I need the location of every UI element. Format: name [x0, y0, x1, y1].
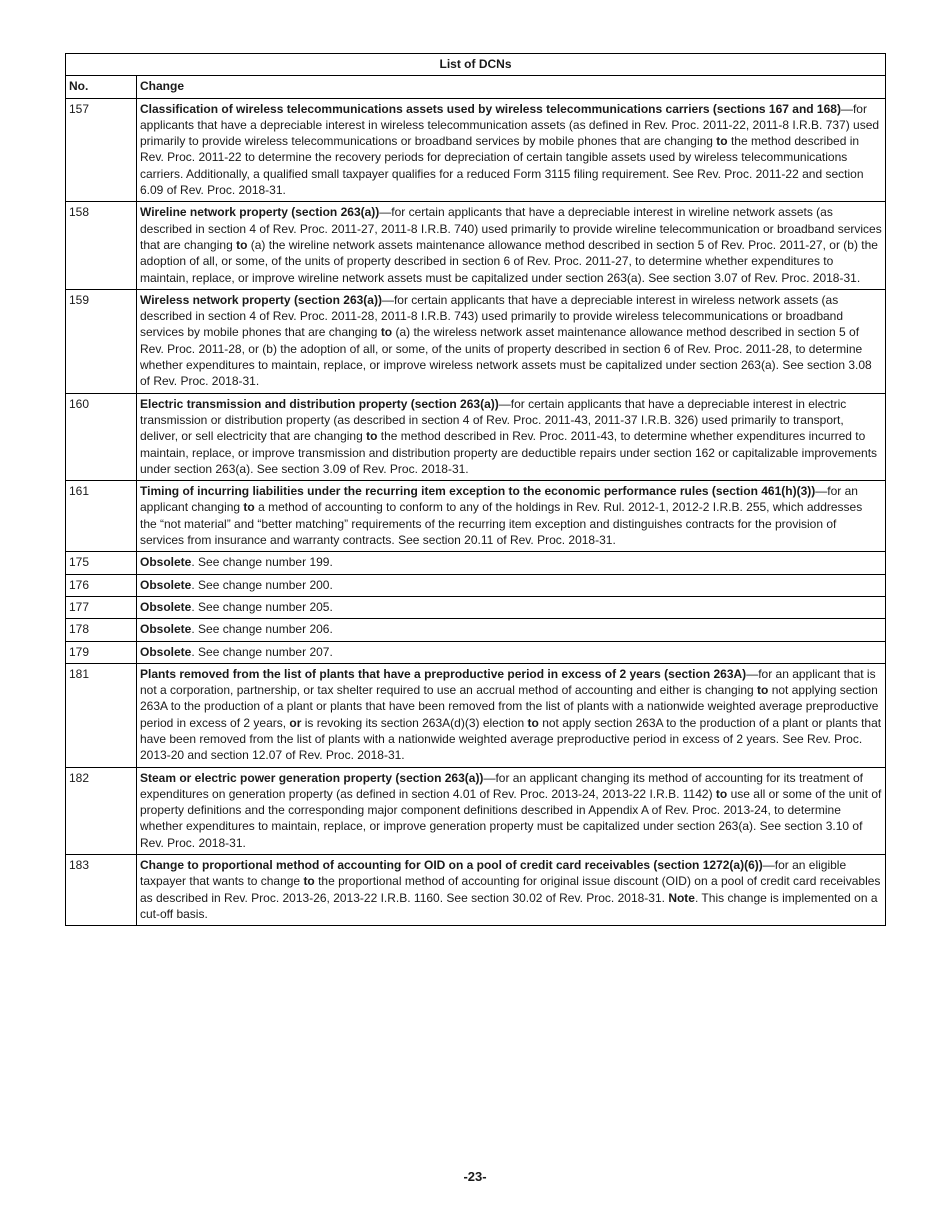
change-text: —for applicants that have a depreciable interest in wireless telecommunication assets (as defined in Rev. Proc. 2011-22, 2011-8 I.R.B. 737) used primarily to provide wireless telecommunications or broadband services by mobile phones that are changing	[140, 101, 880, 149]
change-emphasis: to	[236, 237, 248, 252]
row-number: 177	[66, 596, 137, 618]
change-emphasis: Note	[668, 890, 695, 905]
table-body	[66, 98, 886, 926]
table-row	[66, 202, 886, 289]
row-change	[137, 767, 886, 854]
change-title: Obsolete	[140, 599, 192, 614]
row-change	[137, 855, 886, 926]
dcn-table	[65, 53, 886, 926]
page-number: -23-	[463, 1169, 487, 1184]
change-emphasis: to	[527, 715, 539, 730]
row-number: 159	[66, 289, 137, 393]
row-number: 182	[66, 767, 137, 854]
change-title: Classification of wireless telecommunications assets used by wireless telecommunications carriers (sections 167 and 168)	[140, 101, 841, 116]
row-change	[137, 202, 886, 289]
header-no: No.	[66, 76, 137, 98]
row-change	[137, 289, 886, 393]
table-row	[66, 393, 886, 480]
row-change	[137, 574, 886, 596]
change-title: Obsolete	[140, 577, 192, 592]
change-text: not apply section 263A to the production of a plant or plants that have been removed from the list of plants with a nationwide weighted average preproductive period in excess of 2 years. See Rev. Proc. 2013-20 and section 12.07 of Rev. Proc. 2018-31.	[140, 715, 882, 763]
change-emphasis: to	[757, 683, 769, 698]
change-text: the method described in Rev. Proc. 2011-43, to determine whether expenditures incurred to maintain, replace, or improve transmission and distribution property are deductible repairs under section 162 or capitalizable improvements under section 263(a). See section 3.09 of Rev. Proc. 2018-31.	[140, 429, 878, 476]
change-text: —for certain applicants that have a depreciable interest in wireless network assets (as described in section 4 of Rev. Proc. 2011-28, 2011-8 I.R.B. 743) used primarily to provide wireless telecommunications or broadband services by mobile phones that are changing	[140, 292, 844, 340]
row-number: 157	[66, 98, 137, 202]
row-number: 183	[66, 855, 137, 926]
row-change	[137, 619, 886, 641]
row-number: 178	[66, 619, 137, 641]
change-emphasis: or	[289, 715, 302, 730]
change-title: Wireline network property (section 263(a))	[140, 205, 380, 220]
change-text: —for certain applicants that have a depreciable interest in wireline network assets (as described in section 4 of Rev. Proc. 2011-27, 2011-8 I.R.B. 740) used primarily to provide wireline telecommunication or broadband services that are changing	[140, 205, 882, 252]
change-title: Obsolete	[140, 644, 192, 659]
change-text: (a) the wireless network asset maintenance allowance method described in section 5 of Rev. Proc. 2011-28, or (b) the adoption of all, or some, of the units of property described in section 6 of Rev. Proc. 2011-28, to determine whether expenditures to maintain, replace, or improve wireless network assets must be capitalized under section 263(a). See section 3.08 of Rev. Proc. 2018-31.	[140, 325, 872, 389]
row-number: 158	[66, 202, 137, 289]
change-title: Obsolete	[140, 555, 192, 570]
table-row	[66, 663, 886, 767]
change-text: —for an applicant changing its method of accounting for its treatment of expenditures on generation property (as defined in section 4.01 of Rev. Proc. 2013-24, 2013-22 I.R.B. 1142)	[140, 770, 863, 801]
change-title: Wireless network property (section 263(a))	[140, 292, 382, 307]
change-text: . See change number 206.	[191, 622, 333, 637]
change-emphasis: to	[303, 874, 315, 889]
table-row	[66, 855, 886, 926]
change-text: —for an applicant that is not a corporation, partnership, or tax shelter required to use an accrual method of accounting and either is changing	[140, 666, 876, 698]
change-text: . See change number 205.	[191, 599, 333, 614]
change-text: use all or some of the unit of property definitions and the corresponding major component definitions described in Appendix A of Rev. Proc. 2013-24, to determine whether expenditures to maintain, replace, or improve generation property must be capitalized under section 263(a). See section 3.10 of Rev. Proc. 2018-31.	[140, 786, 882, 850]
change-text: not applying section 263A to the production of a plant or plants that have been removed from the list of plants with a nationwide weighted average preproductive period in excess of 2 years,	[140, 683, 879, 730]
row-change	[137, 596, 886, 618]
row-change	[137, 393, 886, 480]
table-row	[66, 641, 886, 663]
change-text: (a) the wireline network assets maintenance allowance method described in section 5 of Rev. Proc. 2011-27, or (b) the adoption of all, or some, of the units of property described in section 6 of Rev. Proc. 2011-27, to determine whether expenditures to maintain, replace, or improve wireline network assets must be capitalized under section 263(a). See section 3.07 of Rev. Proc. 2018-31.	[140, 237, 878, 285]
table-row	[66, 481, 886, 552]
table-row	[66, 574, 886, 596]
row-change	[137, 641, 886, 663]
row-change	[137, 98, 886, 202]
change-emphasis: to	[366, 429, 378, 444]
table-row	[66, 98, 886, 202]
row-change	[137, 663, 886, 767]
change-title: Electric transmission and distribution property (section 263(a))	[140, 396, 499, 411]
change-title: Timing of incurring liabilities under the recurring item exception to the economic performance rules (section 461(h)(3))	[140, 484, 816, 499]
table-title-row	[66, 54, 886, 76]
table-row	[66, 767, 886, 854]
change-emphasis: to	[715, 786, 728, 801]
change-text: —for certain applicants that have a depreciable interest in electric transmission or distribution property (as described in section 4 of Rev. Proc. 2011-43, 2011-37 I.R.B. 326) used primarily to transport, deliver, or sell electricity that are changing	[140, 396, 847, 444]
change-title: Steam or electric power generation property (section 263(a))	[140, 770, 484, 785]
table-row	[66, 552, 886, 574]
row-change	[137, 481, 886, 552]
change-text: a method of accounting to conform to any of the holdings in Rev. Rul. 2012-1, 2012-2 I.R.B. 255, which addresses the “not material” and “better matching” requirements of the recurring item exception and distinguishes contracts for the provision of services from insurance and warranty contracts. See section 20.11 of Rev. Proc. 2018-31.	[140, 500, 863, 548]
table-title: List of DCNs	[66, 54, 886, 76]
row-number: 175	[66, 552, 137, 574]
row-change	[137, 552, 886, 574]
header-change: Change	[137, 76, 886, 98]
table-row	[66, 619, 886, 641]
change-emphasis: to	[243, 500, 255, 515]
row-number: 181	[66, 663, 137, 767]
change-text: . See change number 207.	[191, 644, 333, 659]
change-text: is revoking its section 263A(d)(3) election	[301, 715, 528, 730]
table-row	[66, 289, 886, 393]
row-number: 161	[66, 481, 137, 552]
change-emphasis: to	[716, 134, 728, 149]
row-number: 176	[66, 574, 137, 596]
table-header-row	[66, 76, 886, 98]
row-number: 160	[66, 393, 137, 480]
change-text: . See change number 200.	[191, 577, 333, 592]
table-row	[66, 596, 886, 618]
change-title: Change to proportional method of accounting for OID on a pool of credit card receivables (section 1272(a)(6))	[140, 858, 763, 873]
change-text: . This change is implemented on a cut-off basis.	[140, 890, 878, 921]
change-title: Plants removed from the list of plants that have a preproductive period in excess of 2 years (section 263A)	[140, 666, 747, 681]
change-text: the method described in Rev. Proc. 2011-22 to determine the recovery periods for depreciation of certain tangible assets used by wireless telecommunications carriers. Additionally, a qualified small taxpayer qualifies for a reduced Form 3115 filing requirement. See Rev. Proc. 2011-22 and section 6.09 of Rev. Proc. 2018-31.	[140, 134, 864, 198]
change-text: —for an eligible taxpayer that wants to change	[140, 858, 847, 889]
change-emphasis: to	[380, 325, 393, 340]
row-number: 179	[66, 641, 137, 663]
change-title: Obsolete	[140, 622, 192, 637]
change-text: the proportional method of accounting for original issue discount (OID) on a pool of credit card receivables as described in Rev. Proc. 2013-26, 2013-22 I.R.B. 1160. See section 30.02 of Rev. Proc. 2018-31.	[140, 874, 881, 905]
change-text: . See change number 199.	[191, 555, 333, 570]
change-text: —for an applicant changing	[140, 484, 858, 515]
